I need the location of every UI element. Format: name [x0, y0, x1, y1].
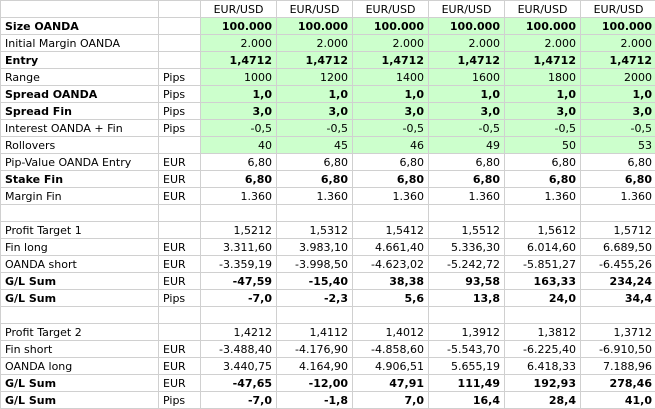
- row-value: 1,3812: [505, 324, 581, 341]
- row-value: 6,80: [277, 171, 353, 188]
- row-value: 6,80: [581, 171, 655, 188]
- row-value: -5.242,72: [429, 256, 505, 273]
- row-value: 1200: [277, 69, 353, 86]
- row-label: Range: [1, 69, 159, 86]
- table-row: [1, 137, 655, 154]
- row-value: -5.851,27: [505, 256, 581, 273]
- row-label: Profit Target 2: [1, 324, 159, 341]
- header-cell-pair: EUR/USD: [353, 1, 429, 18]
- row-value: [353, 205, 429, 222]
- row-value: 1,4712: [201, 52, 277, 69]
- row-value: 100.000: [429, 18, 505, 35]
- row-value: [581, 205, 655, 222]
- row-value: 1,4712: [353, 52, 429, 69]
- row-value: 50: [505, 137, 581, 154]
- table-row: [1, 358, 655, 375]
- row-value: 6.014,60: [505, 239, 581, 256]
- row-unit: Pips: [159, 86, 201, 103]
- row-value: 6,80: [201, 154, 277, 171]
- table-row: [1, 256, 655, 273]
- row-label: Profit Target 1: [1, 222, 159, 239]
- row-value: -1,8: [277, 392, 353, 409]
- row-value: 100.000: [201, 18, 277, 35]
- row-unit: EUR: [159, 273, 201, 290]
- row-value: 93,58: [429, 273, 505, 290]
- row-value: 3,0: [505, 103, 581, 120]
- row-value: 1,3912: [429, 324, 505, 341]
- row-value: -3.359,19: [201, 256, 277, 273]
- row-label: Interest OANDA + Fin: [1, 120, 159, 137]
- row-label: Size OANDA: [1, 18, 159, 35]
- row-value: 16,4: [429, 392, 505, 409]
- header-cell-label: [1, 1, 159, 18]
- row-value: [581, 307, 655, 324]
- table-row: [1, 239, 655, 256]
- table-row: [1, 222, 655, 239]
- row-label: Fin long: [1, 239, 159, 256]
- row-label: Rollovers: [1, 137, 159, 154]
- row-value: 6,80: [505, 171, 581, 188]
- row-value: 1.360: [277, 188, 353, 205]
- row-value: 1000: [201, 69, 277, 86]
- row-value: [277, 307, 353, 324]
- row-value: 1,4712: [505, 52, 581, 69]
- table-row: [1, 273, 655, 290]
- row-label: G/L Sum: [1, 290, 159, 307]
- row-value: 1,0: [505, 86, 581, 103]
- row-label: G/L Sum: [1, 392, 159, 409]
- row-value: [353, 307, 429, 324]
- row-value: 1,4112: [277, 324, 353, 341]
- row-value: 3,0: [277, 103, 353, 120]
- row-value: 7.188,96: [581, 358, 655, 375]
- row-value: 2.000: [429, 35, 505, 52]
- row-value: 6,80: [201, 171, 277, 188]
- row-value: [429, 307, 505, 324]
- row-unit: EUR: [159, 256, 201, 273]
- row-value: 4.661,40: [353, 239, 429, 256]
- row-value: 4.164,90: [277, 358, 353, 375]
- row-unit: EUR: [159, 188, 201, 205]
- row-value: 1800: [505, 69, 581, 86]
- row-value: 100.000: [277, 18, 353, 35]
- row-unit: EUR: [159, 171, 201, 188]
- table-header-row: [1, 1, 655, 18]
- row-value: 41,0: [581, 392, 655, 409]
- table-row: [1, 120, 655, 137]
- row-value: -6.225,40: [505, 341, 581, 358]
- row-value: 163,33: [505, 273, 581, 290]
- header-cell-pair: EUR/USD: [277, 1, 353, 18]
- row-value: -6.910,50: [581, 341, 655, 358]
- row-value: -5.543,70: [429, 341, 505, 358]
- row-unit: EUR: [159, 341, 201, 358]
- table-row: [1, 171, 655, 188]
- row-value: 1,5712: [581, 222, 655, 239]
- row-value: 34,4: [581, 290, 655, 307]
- row-value: 1,5612: [505, 222, 581, 239]
- row-value: 1,4012: [353, 324, 429, 341]
- row-value: -47,59: [201, 273, 277, 290]
- row-value: 1,5212: [201, 222, 277, 239]
- row-value: 1600: [429, 69, 505, 86]
- row-value: 1,4712: [277, 52, 353, 69]
- row-value: 3,0: [581, 103, 655, 120]
- row-value: -0,5: [277, 120, 353, 137]
- row-value: 2.000: [277, 35, 353, 52]
- row-label: [1, 205, 159, 222]
- table-row: [1, 18, 655, 35]
- row-unit: Pips: [159, 392, 201, 409]
- row-value: 6,80: [429, 154, 505, 171]
- row-value: [429, 205, 505, 222]
- row-value: 49: [429, 137, 505, 154]
- row-value: 1,0: [277, 86, 353, 103]
- row-value: 47,91: [353, 375, 429, 392]
- row-value: 40: [201, 137, 277, 154]
- row-value: -0,5: [201, 120, 277, 137]
- row-label: Initial Margin OANDA: [1, 35, 159, 52]
- row-value: -2,3: [277, 290, 353, 307]
- row-value: 1,0: [353, 86, 429, 103]
- row-value: 1,0: [201, 86, 277, 103]
- row-value: 1,5512: [429, 222, 505, 239]
- row-unit: [159, 137, 201, 154]
- table-row: [1, 86, 655, 103]
- row-value: 46: [353, 137, 429, 154]
- row-value: 6,80: [581, 154, 655, 171]
- row-value: 13,8: [429, 290, 505, 307]
- row-label: Fin short: [1, 341, 159, 358]
- row-label: Pip-Value OANDA Entry: [1, 154, 159, 171]
- row-value: -7,0: [201, 290, 277, 307]
- row-value: 5,6: [353, 290, 429, 307]
- row-unit: Pips: [159, 120, 201, 137]
- table-row: [1, 341, 655, 358]
- table-row: [1, 52, 655, 69]
- row-value: -6.455,26: [581, 256, 655, 273]
- row-value: 100.000: [581, 18, 655, 35]
- row-unit: [159, 205, 201, 222]
- row-value: 2000: [581, 69, 655, 86]
- row-value: 2.000: [201, 35, 277, 52]
- row-unit: [159, 307, 201, 324]
- row-value: 3.311,60: [201, 239, 277, 256]
- row-value: -4.623,02: [353, 256, 429, 273]
- row-value: 1.360: [505, 188, 581, 205]
- row-unit: Pips: [159, 69, 201, 86]
- row-value: 1,4712: [581, 52, 655, 69]
- row-value: 234,24: [581, 273, 655, 290]
- row-label: OANDA short: [1, 256, 159, 273]
- row-value: 3.983,10: [277, 239, 353, 256]
- row-value: -0,5: [429, 120, 505, 137]
- row-value: 6.418,33: [505, 358, 581, 375]
- row-value: -3.488,40: [201, 341, 277, 358]
- header-cell-pair: EUR/USD: [201, 1, 277, 18]
- row-value: 192,93: [505, 375, 581, 392]
- row-value: 5.655,19: [429, 358, 505, 375]
- row-value: 3,0: [353, 103, 429, 120]
- table-row: [1, 188, 655, 205]
- row-label: Margin Fin: [1, 188, 159, 205]
- row-value: [277, 205, 353, 222]
- row-value: 1.360: [581, 188, 655, 205]
- row-value: 4.906,51: [353, 358, 429, 375]
- row-value: 28,4: [505, 392, 581, 409]
- row-value: -0,5: [581, 120, 655, 137]
- row-unit: Pips: [159, 103, 201, 120]
- row-value: 100.000: [353, 18, 429, 35]
- row-label: Stake Fin: [1, 171, 159, 188]
- table-row: [1, 375, 655, 392]
- table-body: [1, 1, 655, 409]
- row-value: 1,5412: [353, 222, 429, 239]
- row-value: 6,80: [353, 154, 429, 171]
- row-value: 1,0: [429, 86, 505, 103]
- header-cell-pair: EUR/USD: [429, 1, 505, 18]
- row-unit: [159, 18, 201, 35]
- row-value: 6,80: [505, 154, 581, 171]
- row-value: 2.000: [353, 35, 429, 52]
- row-value: -47,65: [201, 375, 277, 392]
- row-value: [505, 205, 581, 222]
- row-unit: EUR: [159, 358, 201, 375]
- row-value: 1400: [353, 69, 429, 86]
- row-value: -0,5: [505, 120, 581, 137]
- row-value: 1,3712: [581, 324, 655, 341]
- table-row: [1, 69, 655, 86]
- row-value: 6.689,50: [581, 239, 655, 256]
- row-value: 6,80: [353, 171, 429, 188]
- row-value: [201, 205, 277, 222]
- row-value: -4.858,60: [353, 341, 429, 358]
- row-unit: EUR: [159, 154, 201, 171]
- table-row: [1, 35, 655, 52]
- row-value: 38,38: [353, 273, 429, 290]
- row-unit: EUR: [159, 375, 201, 392]
- row-unit: Pips: [159, 290, 201, 307]
- row-value: 2.000: [505, 35, 581, 52]
- row-value: -7,0: [201, 392, 277, 409]
- row-unit: [159, 222, 201, 239]
- row-value: 100.000: [505, 18, 581, 35]
- row-value: 1,5312: [277, 222, 353, 239]
- row-value: 6,80: [277, 154, 353, 171]
- header-cell-pair: EUR/USD: [505, 1, 581, 18]
- row-value: 1.360: [429, 188, 505, 205]
- row-label: OANDA long: [1, 358, 159, 375]
- row-unit: [159, 52, 201, 69]
- row-value: -15,40: [277, 273, 353, 290]
- row-label: Entry: [1, 52, 159, 69]
- row-label: Spread OANDA: [1, 86, 159, 103]
- row-value: 3,0: [429, 103, 505, 120]
- row-value: 3.440,75: [201, 358, 277, 375]
- row-value: 1,4212: [201, 324, 277, 341]
- row-value: 6,80: [429, 171, 505, 188]
- row-unit: EUR: [159, 239, 201, 256]
- row-value: 1,4712: [429, 52, 505, 69]
- table-row: [1, 205, 655, 222]
- row-value: 53: [581, 137, 655, 154]
- row-value: [201, 307, 277, 324]
- row-unit: [159, 35, 201, 52]
- row-value: 1,0: [581, 86, 655, 103]
- row-value: 2.000: [581, 35, 655, 52]
- table-row: [1, 324, 655, 341]
- row-value: 5.336,30: [429, 239, 505, 256]
- row-value: 3,0: [201, 103, 277, 120]
- row-label: G/L Sum: [1, 273, 159, 290]
- table-row: [1, 392, 655, 409]
- table-row: [1, 307, 655, 324]
- row-value: -3.998,50: [277, 256, 353, 273]
- row-value: 111,49: [429, 375, 505, 392]
- table-row: [1, 154, 655, 171]
- row-value: 1.360: [353, 188, 429, 205]
- table-row: [1, 290, 655, 307]
- row-value: -0,5: [353, 120, 429, 137]
- row-label: G/L Sum: [1, 375, 159, 392]
- row-value: 1.360: [201, 188, 277, 205]
- table-row: [1, 103, 655, 120]
- header-cell-unit: [159, 1, 201, 18]
- row-unit: [159, 324, 201, 341]
- row-value: -12,00: [277, 375, 353, 392]
- row-value: -4.176,90: [277, 341, 353, 358]
- row-label: Spread Fin: [1, 103, 159, 120]
- header-cell-pair: EUR/USD: [581, 1, 655, 18]
- row-value: 24,0: [505, 290, 581, 307]
- row-label: [1, 307, 159, 324]
- row-value: 45: [277, 137, 353, 154]
- row-value: 278,46: [581, 375, 655, 392]
- row-value: 7,0: [353, 392, 429, 409]
- row-value: [505, 307, 581, 324]
